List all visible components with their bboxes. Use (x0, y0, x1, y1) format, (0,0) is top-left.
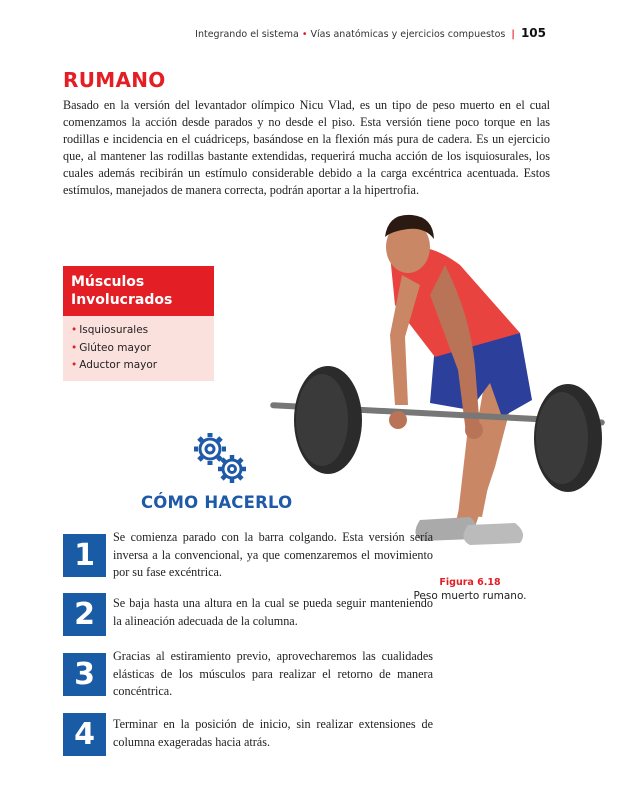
step-text: Terminar en la posición de inicio, sin realizar extensiones de columna exageradas hacia atrás. (113, 717, 433, 749)
figure-number: Figura 6.18 (439, 577, 501, 588)
header-chapter: Vías anatómicas y ejercicios compuestos (310, 29, 506, 40)
muscle-item: • Glúteo mayor (71, 340, 206, 358)
step-text: Se comienza parado con la barra colgando. Esta versión sería inversa a la convencional, ya que comenzaremos el movimiento por su fase excéntrica. (113, 530, 433, 579)
header-separator-bar: | (511, 29, 515, 40)
muscles-list (63, 316, 214, 381)
step-number: 3 (63, 653, 106, 696)
intro-paragraph: Basado en la versión del levantador olímpico Nicu Vlad, es un tipo de peso muerto en el cual comenzamos la acción desde parados y no desde el piso. Esta versión tiene poco torque en las rodillas e incidencia en el cuádriceps, basándose en la flexión más pura de cadera. Es un ejercicio que, al mantener las rodillas bastante extendidas, requerirá mucha acción de los isquiosurales, los cuales además recibirán un estímulo considerable debido a la carga excéntrica acentuada. Estos estímulos, manejados de manera correcta, podrán aportar a la hipertrofia. (63, 98, 550, 197)
header-section: Integrando el sistema (195, 29, 299, 40)
step-text: Gracias al estiramiento previo, aprovecharemos las cualidades elásticas de los músculos para realizar el retorno de manera concéntrica. (113, 649, 433, 698)
hand (465, 421, 483, 439)
hand (389, 411, 407, 429)
page-title: RUMANO (63, 68, 166, 92)
running-header (195, 26, 546, 40)
muscle-item: • Isquiosurales (71, 322, 206, 340)
muscle-item: • Aductor mayor (71, 357, 206, 375)
shoe (463, 523, 523, 545)
figure-description: Peso muerto rumano. (413, 590, 527, 602)
left-weight-plate-inner (296, 374, 348, 466)
romanian-deadlift-illustration (270, 205, 610, 565)
step-number: 1 (63, 534, 106, 577)
step-text: Se baja hasta una altura en la cual se pueda seguir manteniendo la alineación adecuada de la columna. (113, 596, 433, 628)
step-number: 4 (63, 713, 106, 756)
figure-caption (400, 577, 540, 602)
muscles-box-title: Músculos Involucrados (63, 266, 214, 316)
right-weight-plate-inner (536, 392, 588, 484)
header-separator-dot: • (301, 29, 311, 40)
step-number: 2 (63, 593, 106, 636)
gears-icon (188, 427, 252, 491)
page-number: 105 (520, 26, 546, 40)
muscles-box (63, 266, 214, 381)
howto-title: CÓMO HACERLO (141, 493, 293, 512)
